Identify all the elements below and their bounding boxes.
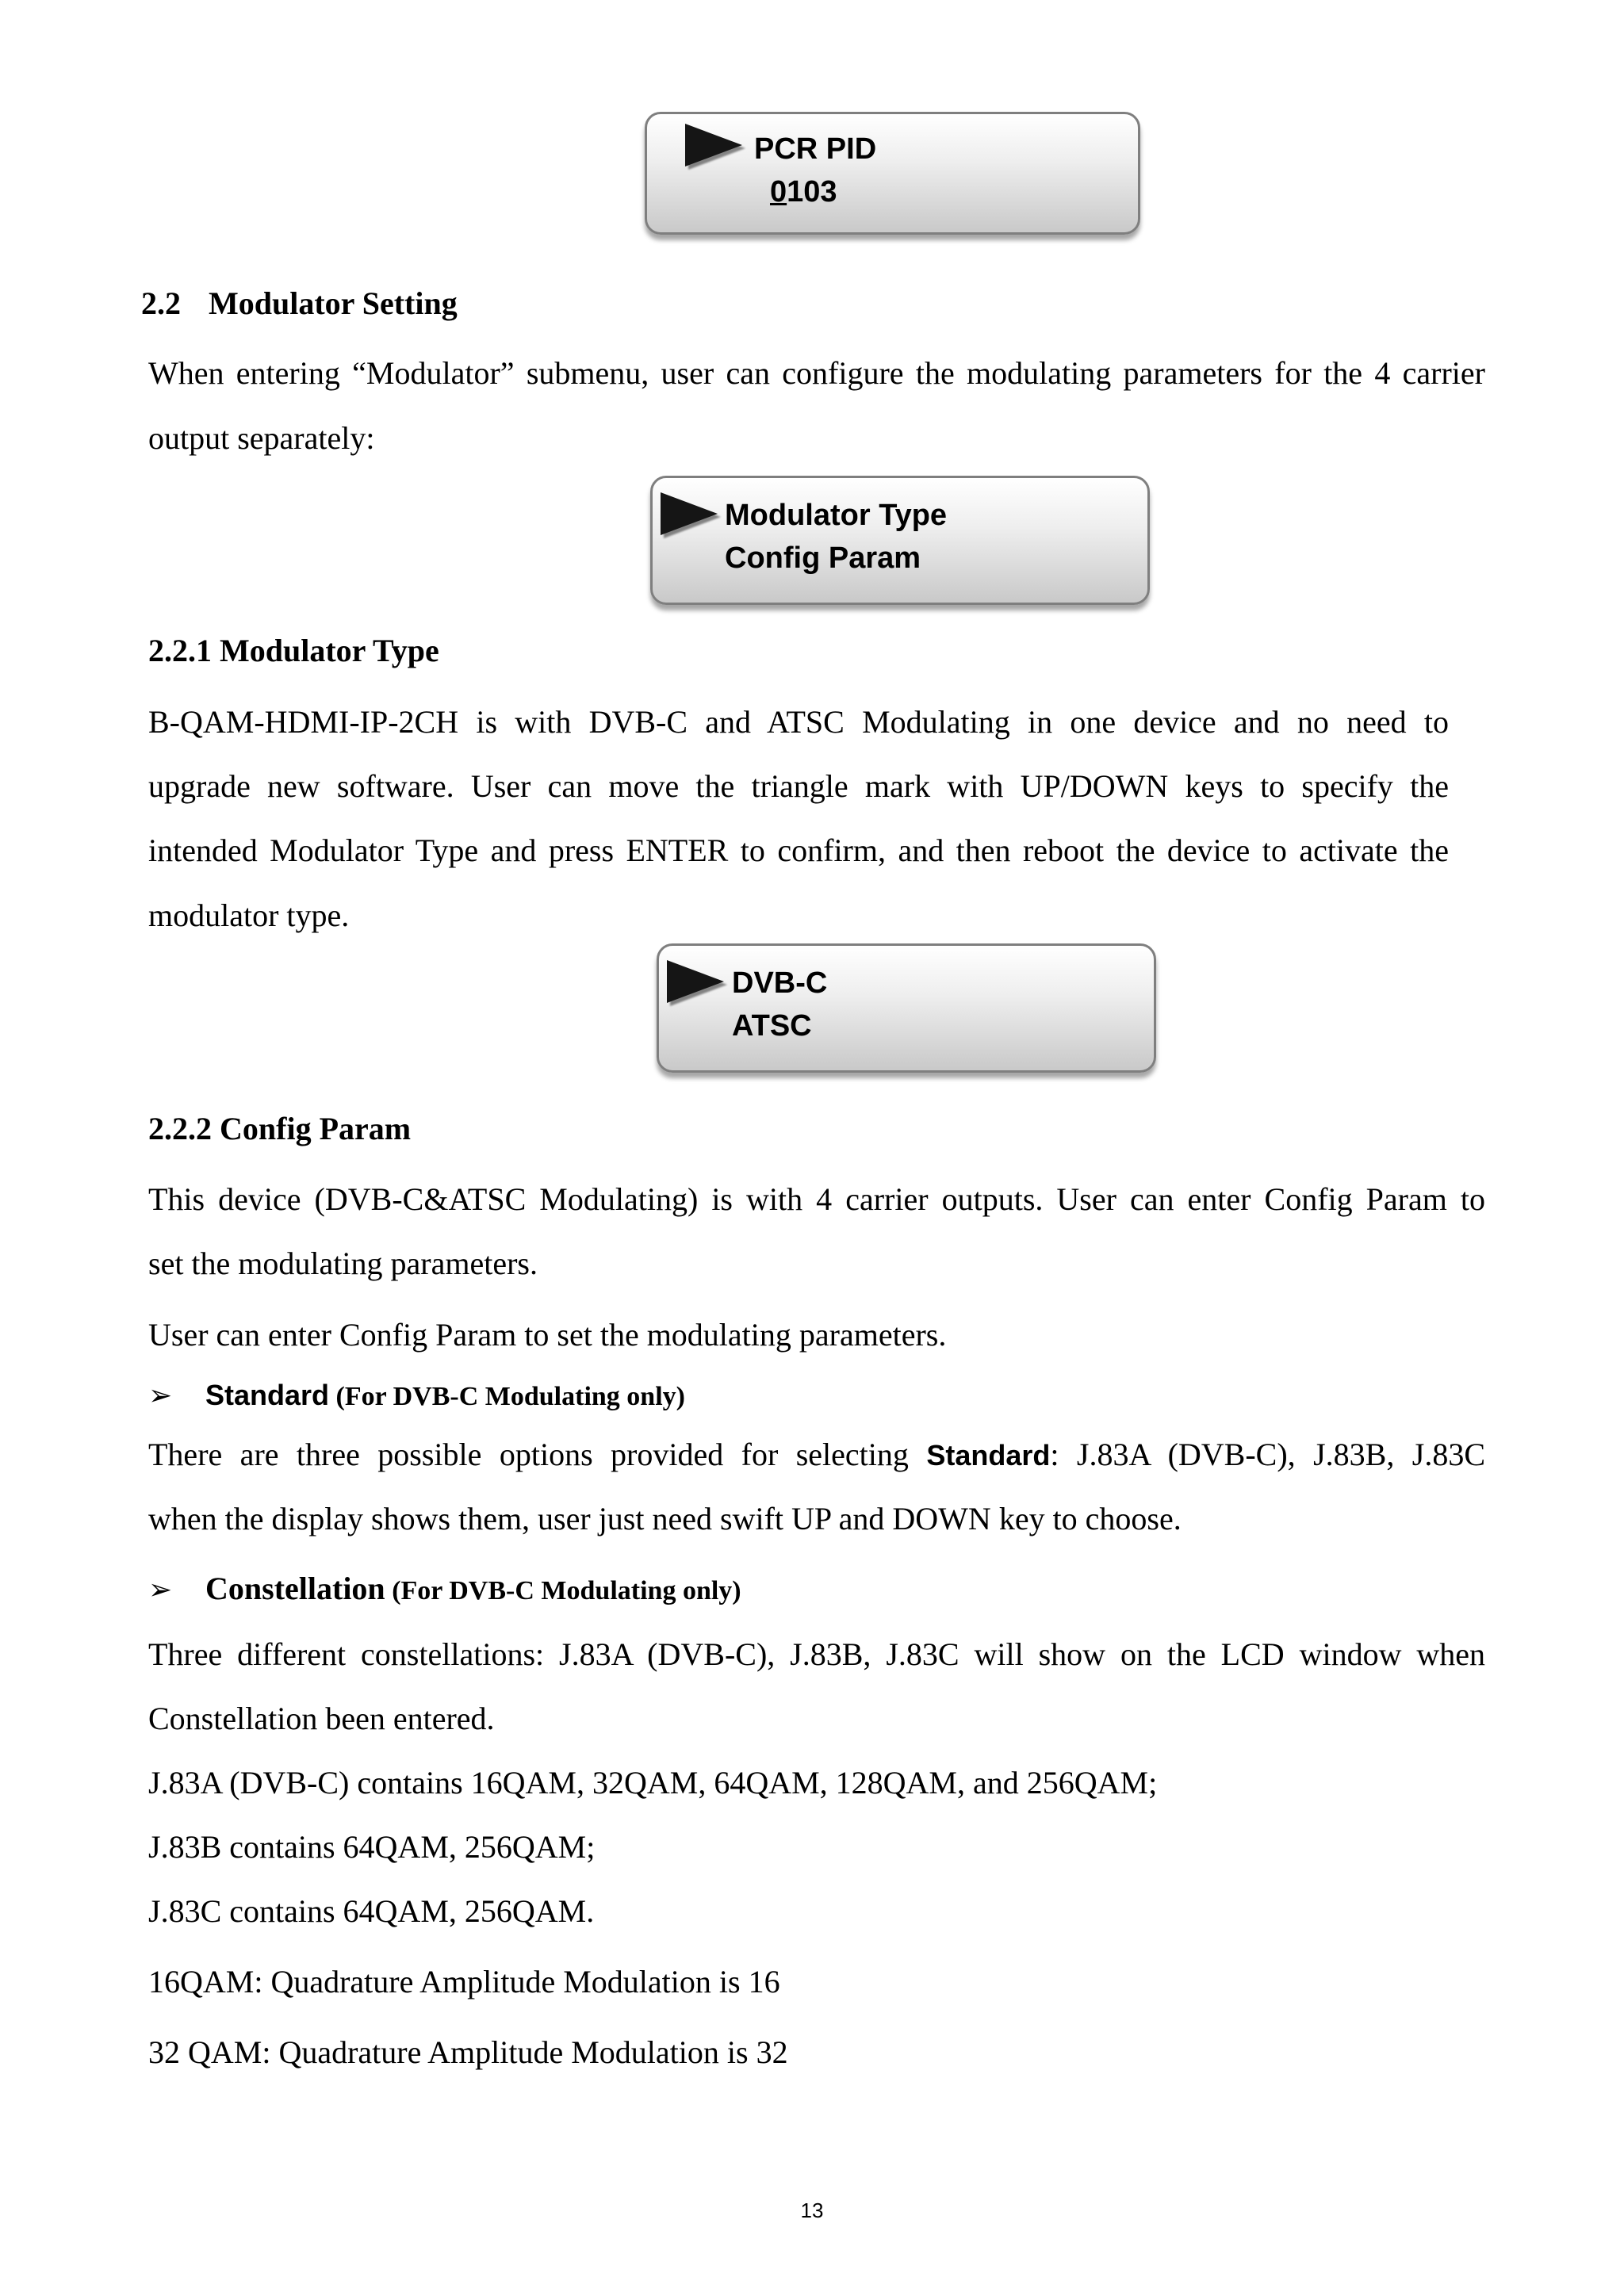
paragraph-line: Constellation been entered. — [148, 1701, 495, 1736]
bullet-note: (For DVB-C Modulating only) — [385, 1576, 741, 1605]
paragraph-line: output separately: — [148, 420, 375, 456]
lcd-line-1: Modulator Type — [725, 499, 948, 532]
paragraph-line: when the display shows them, user just need swift UP and DOWN key to choose. — [148, 1501, 1182, 1536]
triangle-cursor-icon — [685, 124, 742, 166]
paragraph-line — [148, 1433, 1485, 1478]
paragraph-line: J.83C contains 64QAM, 256QAM. — [148, 1893, 595, 1929]
triangle-cursor-icon — [661, 492, 718, 535]
bullet-label: Constellation — [205, 1571, 385, 1606]
lcd-line-2 — [770, 171, 837, 212]
paragraph-line: 32 QAM: Quadrature Amplitude Modulation is 32 — [148, 2034, 788, 2070]
paragraph-line: set the modulating parameters. — [148, 1246, 538, 1281]
paragraph-line: Three different constellations: J.83A (DVB-C), J.83B, J.83C will show on the LCD window when — [148, 1636, 1485, 1672]
bullet-note: (For DVB-C Modulating only) — [329, 1382, 685, 1411]
subsection-title: 2.2.1 Modulator Type — [148, 633, 439, 668]
text-run: There are three possible options provided for selecting — [148, 1437, 927, 1472]
lcd-value-rest: 103 — [787, 175, 837, 209]
lcd-cursor-digit: 0 — [770, 175, 787, 209]
paragraph-line: modulator type. — [148, 897, 350, 933]
lcd-display-modulator-menu — [650, 476, 1150, 605]
triangle-cursor-icon — [667, 960, 724, 1003]
keyword: Standard — [926, 1439, 1051, 1471]
paragraph-line: J.83B contains 64QAM, 256QAM; — [148, 1829, 596, 1865]
paragraph-line: This device (DVB-C&ATSC Modulating) is with 4 carrier outputs. User can enter Config Param to — [148, 1181, 1485, 1217]
arrow-bullet-icon: ➢ — [148, 1380, 173, 1412]
lcd-line-1: PCR PID — [754, 132, 877, 166]
subsection-title: 2.2.2 Config Param — [148, 1111, 412, 1146]
paragraph-line: J.83A (DVB-C) contains 16QAM, 32QAM, 64QAM, 128QAM, and 256QAM; — [148, 1765, 1158, 1800]
bullet-label: Standard — [205, 1379, 330, 1411]
text-run: : J.83A (DVB-C), J.83B, J.83C — [1050, 1437, 1485, 1472]
paragraph-line: upgrade new software. User can move the triangle mark with UP/DOWN keys to specify the — [148, 768, 1449, 804]
page-number: 13 — [800, 2198, 824, 2222]
bullet-standard — [148, 1372, 685, 1419]
paragraph-line: User can enter Config Param to set the modulating parameters. — [148, 1317, 947, 1353]
lcd-line-2: Config Param — [725, 541, 921, 575]
arrow-bullet-icon: ➢ — [148, 1574, 173, 1606]
section-number: 2.2 — [141, 285, 181, 321]
lcd-line-1: DVB-C — [732, 966, 828, 1000]
paragraph-line: B-QAM-HDMI-IP-2CH is with DVB-C and ATSC Modulating in one device and no need to — [148, 704, 1449, 740]
lcd-line-2: ATSC — [732, 1009, 812, 1043]
lcd-display-pcr-pid — [645, 112, 1140, 235]
paragraph-line: intended Modulator Type and press ENTER to confirm, and then reboot the device to activate the — [148, 832, 1449, 868]
lcd-display-modulator-type — [657, 943, 1156, 1073]
bullet-constellation — [148, 1567, 741, 1613]
paragraph-line: When entering “Modulator” submenu, user can configure the modulating parameters for the 4 carrier — [148, 355, 1485, 391]
section-title: Modulator Setting — [209, 285, 458, 321]
paragraph-line: 16QAM: Quadrature Amplitude Modulation is 16 — [148, 1964, 780, 1999]
